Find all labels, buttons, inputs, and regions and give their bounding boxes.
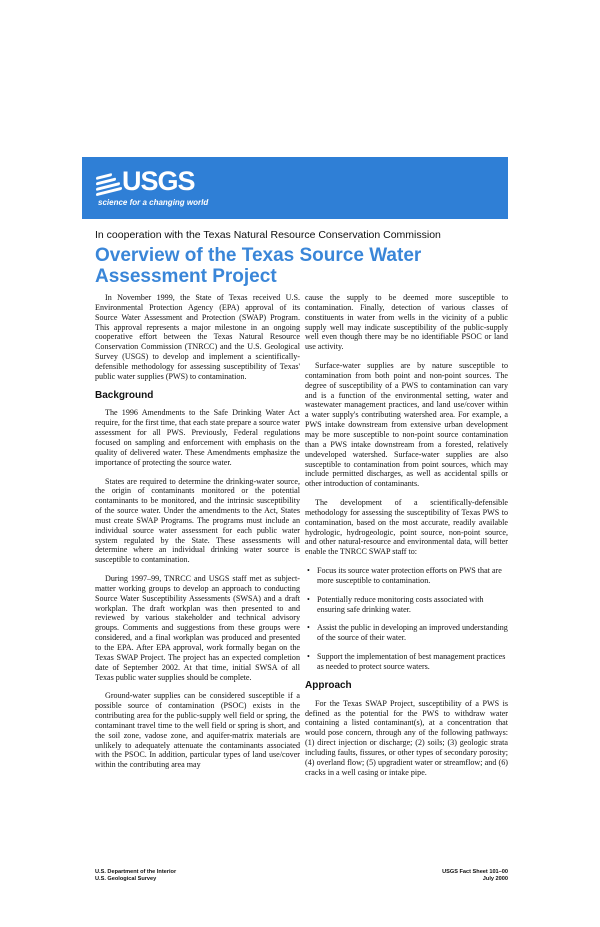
goals-list [305,566,508,672]
intro-paragraph: In November 1999, the State of Texas received U.S. Environmental Protection Agency (EPA) approval of its Source Water Assessment and Protection (SWAP) Program. This approval represents a major milestone in an ongoing cooperative effort between the Texas Natural Resource Conservation Commission (TNRCC) and the U.S. Geological Survey (USGS) to develop and implement a scientifically-defensible methodology for assessing susceptibility of Texas' public water supplies (PWS) to contamination. [95,293,300,381]
footer-date: July 2000 [482,876,508,882]
background-paragraph-2: States are required to determine the drinking-water source, the origin of contaminants monitored or the potential contaminants to be monitored, and the intrinsic susceptibility of the source water. Under the amendments to the Act, States must create SWAP Programs. The programs must include an individual source water assessment for each public water system regulated by the State. These assessments will determine where an individual drinking water source is susceptible to contamination. [95,476,300,565]
background-paragraph-1: The 1996 Amendments to the Safe Drinking Water Act require, for the first time, that each state prepare a source water assessment for all PWS. Previously, Federal regulations focused on sampling and enforcement with emphasis on the quality of delivered water. These Amendments emphasize the importance of protecting the source water. [95,408,300,467]
usgs-banner [82,157,508,219]
page-title: Overview of the Texas Source Water Assessment Project [95,245,422,287]
methodology-paragraph: The development of a scientifically-defensible methodology for assessing the susceptibility of Texas PWS to contamination, based on the most accurate, readily available hydrologic, hydrogeologic, point source, non-point source, and other natural-resource and environmental data, will better enable the TNRCC SWAP staff to: [305,498,508,557]
footer-fact-sheet-number: USGS Fact Sheet 101–00 [442,869,508,875]
approach-heading: Approach [305,679,352,691]
right-column [305,293,508,786]
list-item: • Support the implementation of best management practices as needed to protect source waters. [305,652,508,672]
cooperation-line: In cooperation with the Texas Natural Resource Conservation Commission [95,229,441,241]
continued-paragraph: cause the supply to be deemed more susceptible to contamination. Finally, detection of various classes of constituents in water from wells in the vicinity of a public supply well may indicate susceptibility of the public-supply well even though there may be no identifiable PSOC or land use activity. [305,293,508,352]
footer-survey: U.S. Geological Survey [95,876,157,882]
list-item: • Potentially reduce monitoring costs associated with ensuring safe drinking water. [305,595,508,615]
usgs-wordmark: USGS [122,166,195,196]
approach-paragraph: For the Texas SWAP Project, susceptibility of a PWS is defined as the potential for the PWS to withdraw water containing a listed contaminant(s), at a concentration that would pose concern, through any of the following pathways: (1) direct injection or discharge; (2) soils; (3) geologic strata including faults, fissures, or other types of secondary porosity; (4) overland flow; (5) upgradient water or streamflow; and (6) cracks in a well casing or intake pipe. [305,698,508,777]
background-heading: Background [95,389,154,401]
background-paragraph-4: Ground-water supplies can be considered susceptible if a possible source of contamination (PSOC) exists in the contributing area for the public-supply well field or spring, the contaminant travel time to the well field or spring is short, and the soil zone, vadose zone, and aquifer-matrix materials are unlikely to adequately attenuate the contaminants associated with the PSOC. In addition, particular types of land use/cover within the contributing area may [95,691,300,770]
background-paragraph-3: During 1997–99, TNRCC and USGS staff met as subject-matter working groups to develop an approach to conducting Source Water Susceptibility Assessments (SWSA) and a draft workplan. The draft workplan was then presented to and reviewed by various stakeholder and technical advisory groups. Comments and suggestions from these groups were considered, and a final workplan was produced and presented to the EPA. After EPA approval, work formally began on the Texas SWAP Project. The project has an expected completion date of September 2002. At that time, initial SWSA of all Texas public water supplies should be complete. [95,574,300,682]
list-item: • Assist the public in developing an improved understanding of the source of their water. [305,623,508,643]
list-item: • Focus its source water protection efforts on PWS that are more susceptible to contamination. [305,566,508,586]
footer-department: U.S. Department of the Interior [95,869,177,875]
footer-publication [442,869,508,883]
surface-water-paragraph: Surface-water supplies are by nature susceptible to contamination from both point and non-point sources. The degree of susceptibility of a PWS to contamination can vary and is a function of the environmental setting, water and wastewater management practices, and land use/cover within a water supply's contributing watershed area. For example, a PWS intake downstream from extensive urban development may be more susceptible to non-point source contamination than a PWS intake downstream from a forested, relatively undeveloped watershed. Surface-water supplies are also susceptible to contamination from point sources, which may include permitted discharges, as well as accidental spills or other introduction of contaminants. [305,361,508,489]
usgs-waves-icon [96,169,124,193]
usgs-logo [96,166,216,211]
left-column [95,293,300,779]
footer-agency [95,869,176,883]
usgs-tagline: science for a changing world [98,198,209,207]
